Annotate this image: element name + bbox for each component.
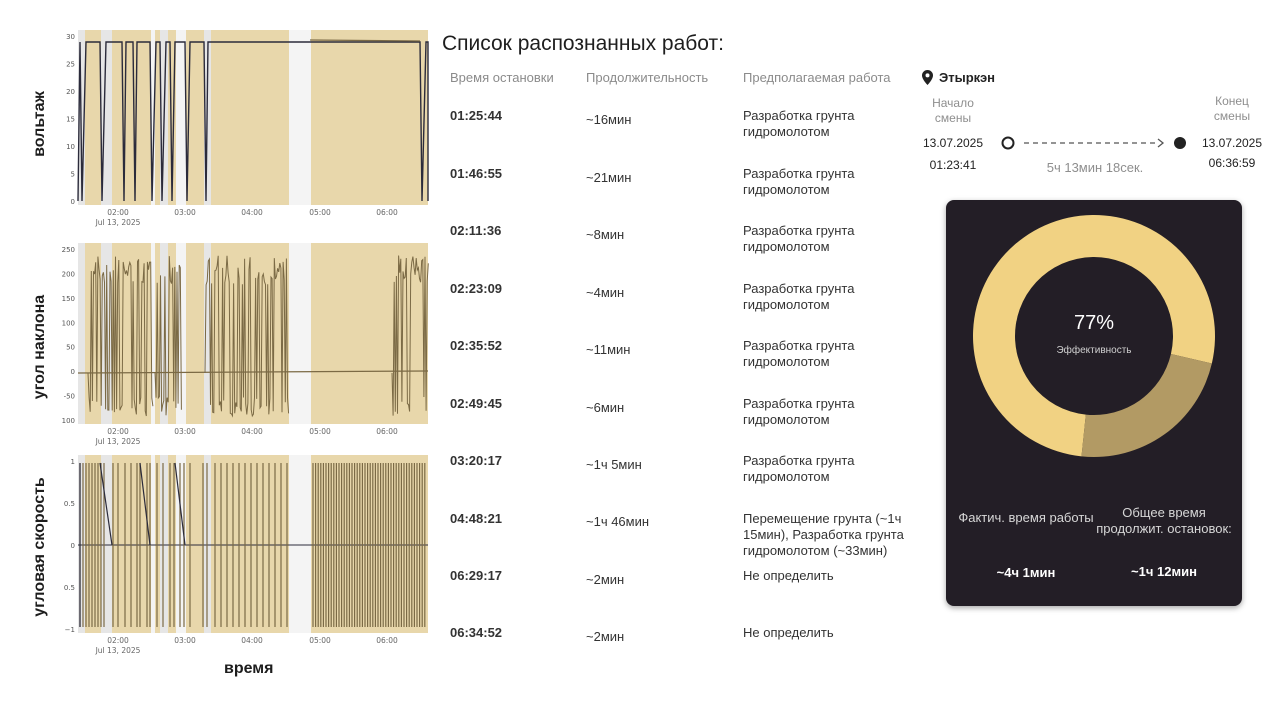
highlight-band: [85, 30, 101, 205]
highlight-band: [211, 30, 289, 205]
list-item: [450, 625, 930, 675]
actual-work-time-label: Фактич. время работы: [958, 510, 1094, 525]
x-tick-label: 05:00: [309, 427, 331, 436]
x-tick-label: 03:00: [174, 208, 196, 217]
work-type: Не определить: [743, 625, 834, 640]
arrow-right-icon: [1158, 139, 1163, 147]
list-item: [450, 281, 930, 331]
tilt-axis-label: угол наклона: [31, 294, 48, 400]
shift-end-label: Конец смены: [1213, 94, 1251, 123]
stop-time: 02:49:45: [450, 396, 503, 411]
x-tick-label: 02:00: [107, 427, 129, 436]
highlight-band: [311, 30, 428, 205]
stop-duration: ~1ч 5мин: [586, 457, 642, 472]
work-type: Разработка грунта гидромолотом: [743, 453, 855, 484]
highlight-band: [186, 455, 204, 633]
y-tick-label: 25: [66, 60, 75, 69]
shift-end-marker: [1174, 137, 1186, 149]
y-tick-label: 0: [70, 198, 75, 206]
gap-band: [289, 243, 311, 424]
gap-band: [151, 455, 155, 633]
y-tick-label: 50: [66, 343, 75, 352]
stop-time: 02:23:09: [450, 281, 503, 296]
efficiency-card: [946, 200, 1242, 606]
highlight-band: [211, 455, 289, 633]
y-tick-label: 100: [61, 417, 75, 425]
col-header-duration: Продолжительность: [586, 70, 709, 85]
shift-timeline: [998, 133, 1198, 153]
work-type: Разработка грунта гидромолотом: [743, 166, 855, 197]
x-date-label: Jul 13, 2025: [95, 218, 141, 227]
stop-time: 02:11:36: [450, 223, 502, 238]
actual-work-time-value: ~4ч 1мин: [996, 565, 1056, 580]
location-pin-icon: [922, 70, 933, 85]
y-tick-label: 10: [66, 143, 75, 151]
x-tick-label: 05:00: [309, 208, 331, 217]
y-tick-label: 1: [70, 458, 75, 466]
work-type: Разработка грунта гидромолотом: [743, 338, 855, 369]
highlight-band: [112, 30, 151, 205]
work-type: Не определить: [743, 568, 834, 583]
time-axis-label: время: [224, 660, 274, 677]
y-tick-label: -50: [63, 392, 75, 401]
y-tick-label: 100: [61, 319, 75, 328]
voltage-axis-label: вольтаж: [31, 91, 48, 157]
shift-start-time: 01:23:41: [929, 158, 977, 172]
stop-time: 06:29:17: [450, 568, 503, 583]
stop-duration: ~8мин: [586, 227, 625, 242]
stop-time: 06:34:52: [450, 625, 503, 640]
y-tick-label: 15: [66, 115, 75, 124]
efficiency-label: Эффективность: [1056, 345, 1132, 356]
stop-duration: ~2мин: [586, 572, 625, 587]
stop-time: 04:48:21: [450, 511, 503, 526]
list-item: [450, 166, 930, 216]
highlight-band: [168, 455, 176, 633]
stop-time: 02:35:52: [450, 338, 503, 353]
stop-duration: ~2мин: [586, 629, 625, 644]
shift-end-date: 13.07.2025: [1201, 136, 1263, 150]
y-tick-label: 0.5: [63, 584, 75, 592]
x-tick-label: 05:00: [309, 636, 331, 645]
x-date-label: Jul 13, 2025: [95, 646, 141, 655]
location: [922, 70, 995, 85]
gap-band: [289, 30, 311, 205]
gap-band: [289, 455, 311, 633]
x-tick-label: 02:00: [107, 208, 129, 217]
stop-duration: ~16мин: [586, 112, 632, 127]
stop-duration: ~6мин: [586, 400, 625, 415]
x-tick-label: 06:00: [376, 427, 398, 436]
stop-duration: ~4мин: [586, 285, 625, 300]
list-item: [450, 568, 930, 618]
stop-time: 01:46:55: [450, 166, 503, 181]
shift-start-date: 13.07.2025: [922, 136, 984, 150]
total-stops-label: Общее время продолжит. остановок:: [1096, 505, 1232, 536]
location-name: Этыркэн: [939, 70, 996, 85]
y-tick-label: 0: [70, 368, 75, 377]
y-tick-label: 20: [66, 88, 75, 96]
x-tick-label: 04:00: [241, 427, 263, 436]
total-stops-value: ~1ч 12мин: [1131, 564, 1197, 579]
y-tick-label: 5: [70, 170, 75, 179]
y-tick-label: 150: [61, 294, 75, 303]
x-tick-label: 02:00: [107, 636, 129, 645]
stop-time: 01:25:44: [450, 108, 503, 123]
shift-end-time: 06:36:59: [1208, 156, 1256, 170]
shift-start-marker: [1003, 138, 1014, 149]
y-tick-label: 0.5: [63, 500, 75, 508]
efficiency-percent: 77%: [1073, 312, 1115, 334]
page-title: Список распознанных работ:: [442, 32, 724, 55]
y-tick-label: 0: [70, 542, 75, 550]
list-item: [450, 223, 930, 273]
y-tick-label: 250: [61, 246, 75, 254]
y-tick-label: 30: [66, 33, 75, 41]
telemetry-charts: [0, 0, 440, 714]
list-item: [450, 453, 930, 503]
x-date-label: Jul 13, 2025: [95, 437, 141, 446]
x-tick-label: 06:00: [376, 208, 398, 217]
work-type: Перемещение грунта (~1ч 15мин), Разработка грунта гидромолотом (~33мин): [743, 511, 904, 558]
stop-duration: ~21мин: [586, 170, 632, 185]
list-item: [450, 338, 930, 388]
highlight-band: [186, 243, 204, 424]
col-header-work: Предполагаемая работа: [743, 70, 891, 85]
y-tick-label: −1: [64, 626, 75, 634]
stops-slice: [1081, 354, 1211, 457]
shift-duration: 5ч 13мин 18сек.: [1046, 160, 1144, 175]
angular-speed-axis-label: угловая скорость: [31, 477, 48, 617]
stop-time: 03:20:17: [450, 453, 503, 468]
list-item: [450, 396, 930, 446]
work-type: Разработка грунта гидромолотом: [743, 396, 855, 427]
list-item: [450, 511, 930, 561]
shift-start-label: Начало смены: [932, 96, 974, 125]
x-tick-label: 06:00: [376, 636, 398, 645]
x-tick-label: 03:00: [174, 636, 196, 645]
stop-duration: ~11мин: [586, 342, 631, 357]
x-tick-label: 03:00: [174, 427, 196, 436]
work-type: Разработка грунта гидромолотом: [743, 281, 855, 312]
x-tick-label: 04:00: [241, 636, 263, 645]
stop-duration: ~1ч 46мин: [586, 514, 650, 529]
x-tick-label: 04:00: [241, 208, 263, 217]
y-tick-label: 200: [61, 270, 75, 279]
list-item: [450, 108, 930, 158]
col-header-time: Время остановки: [450, 70, 554, 85]
work-type: Разработка грунта гидромолотом: [743, 223, 855, 254]
work-type: Разработка грунта гидромолотом: [743, 108, 855, 139]
